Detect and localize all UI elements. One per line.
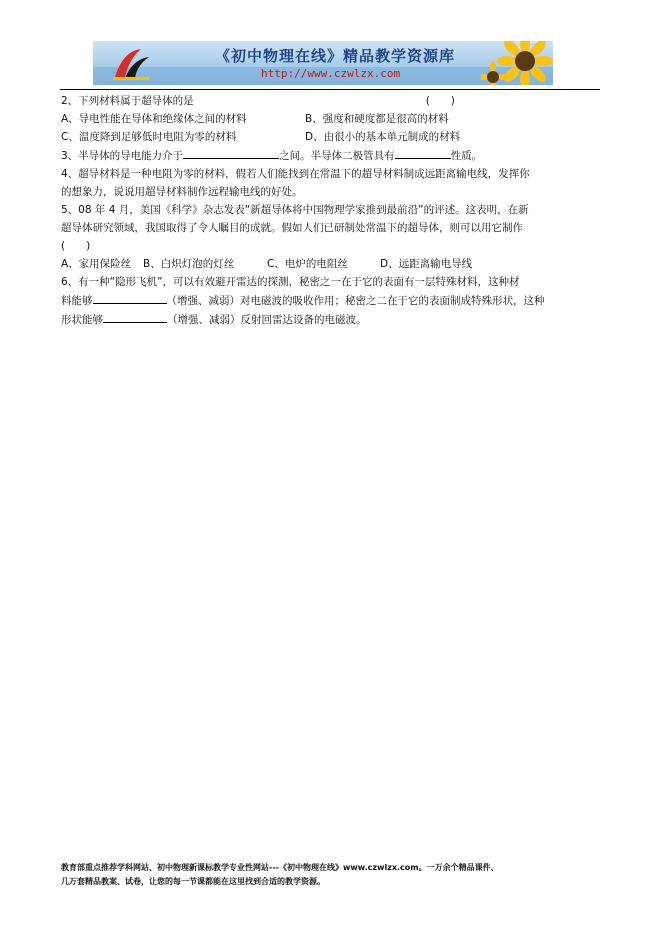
- question-3: [61, 146, 601, 165]
- question-5-options: [61, 255, 601, 273]
- option-d: D、由很小的基本单元制成的材料: [305, 131, 461, 143]
- option-a: A、导电性能在导体和绝缘体之间的材料: [61, 113, 247, 125]
- sunflower-icon: [481, 41, 553, 85]
- question-5-line2: 超导体研究领域，我国取得了令人瞩目的成就。假如人们已研制处常温下的超导体，则可以用它制作: [61, 222, 523, 234]
- question-3-part3: 性质。: [450, 150, 483, 162]
- option-b: B、白炽灯泡的灯丝: [143, 258, 235, 270]
- fill-blank[interactable]: [103, 310, 167, 323]
- banner-url[interactable]: http://www.czwlzx.com: [261, 67, 401, 80]
- option-b: B、强度和硬度都是很高的材料: [305, 113, 449, 125]
- footer-line-1: 教育部重点推荐学科网站、初中物理新课标教学专业性网站---《初中物理在线》www.czwlzx.com。一万余个精品课件、: [61, 863, 499, 872]
- header-banner: [93, 41, 553, 85]
- question-5-line1: 5、08 年 4 月，美国《科学》杂志发表“新超导体将中国物理学家推到最前沿”的评述。这表明，在新: [61, 204, 529, 216]
- question-3-part1: 3、半导体的导电能力介于: [61, 150, 184, 162]
- question-6-line3: [61, 310, 601, 329]
- question-2-options-row1: [61, 110, 601, 128]
- question-5-paren: ( ): [61, 240, 91, 252]
- page-footer: [61, 861, 606, 889]
- question-3-part2: 之间。半导体二极管具有: [279, 150, 395, 162]
- question-2-stem: 2、下列材料属于超导体的是: [61, 95, 194, 107]
- question-6-line2b: （增强、减弱）对电磁波的吸收作用；秘密之二在于它的表面制成特殊形状，这种: [166, 295, 545, 307]
- question-2: [61, 92, 601, 110]
- question-6-line1: 6、有一种“隐形飞机”，可以有效避开雷达的探测，秘密之一在于它的表面有一层特殊材料，这种材: [61, 276, 520, 288]
- banner-title: 《初中物理在线》精品教学资源库: [215, 47, 456, 65]
- question-6-line2: [61, 291, 601, 310]
- option-a: A、家用保险丝: [61, 258, 132, 270]
- fill-blank[interactable]: [395, 146, 451, 159]
- question-4-line1: 4、超导材料是一种电阻为零的材料，假若人们能找到在常温下的超导材料制成远距离输电线，发挥你: [61, 168, 530, 180]
- question-4-line2: 的想象力，说说用超导材料制作远程输电线的好处。: [61, 186, 303, 198]
- option-d: D、远距离输电导线: [380, 258, 473, 270]
- question-list: [61, 92, 601, 329]
- question-2-options-row2: [61, 128, 601, 146]
- question-6-line2a: 料能够: [61, 295, 93, 307]
- answer-paren: ( ): [425, 95, 455, 107]
- question-6-line3a: 形状能够: [61, 314, 103, 326]
- site-logo-icon: [111, 47, 151, 81]
- option-c: C、温度降到足够低时电阻为零的材料: [61, 131, 237, 143]
- fill-blank[interactable]: [183, 146, 279, 159]
- fill-blank[interactable]: [93, 291, 167, 304]
- header-rule: [60, 89, 600, 90]
- option-c: C、电炉的电阻丝: [267, 258, 348, 270]
- question-6-line3b: （增强、减弱）反射回雷达设备的电磁波。: [167, 314, 367, 326]
- footer-line-2: 几万套精品教案、试卷，让您的每一节课都能在这里找到合适的教学资源。: [61, 877, 325, 886]
